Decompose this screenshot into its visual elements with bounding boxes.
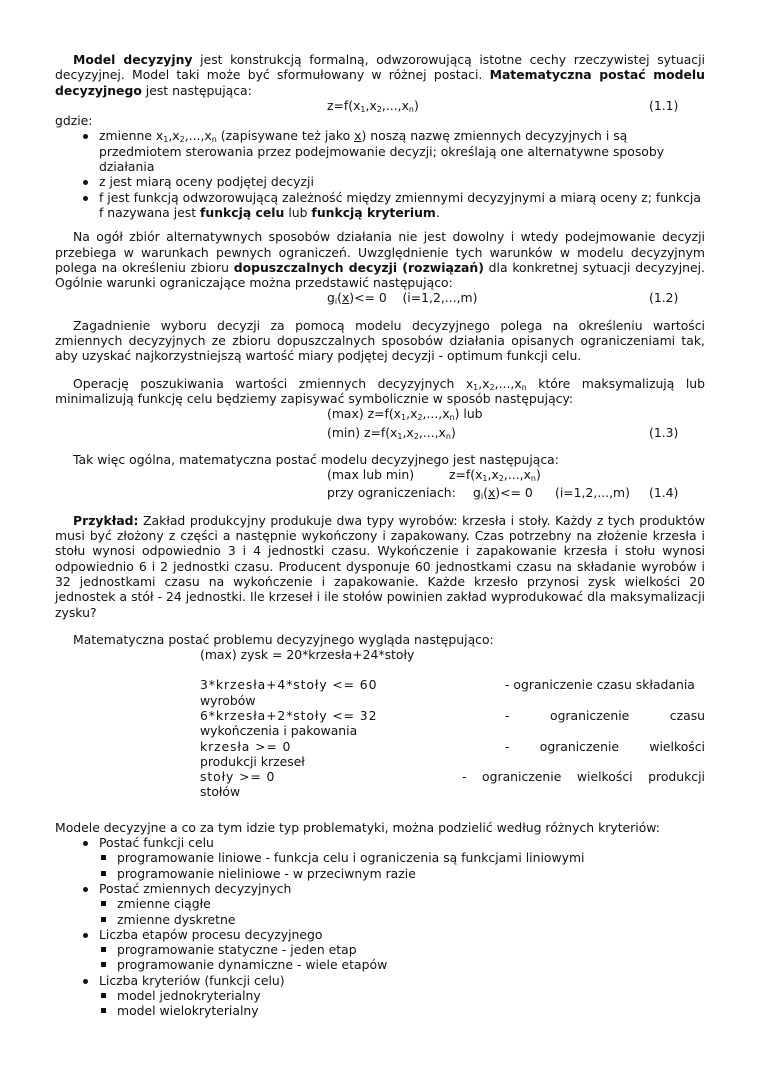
classification-item: Postać funkcji celu bbox=[55, 835, 705, 850]
intro-text-end: jest następująca: bbox=[141, 82, 252, 98]
sublist-item: zmienne ciągłe bbox=[99, 896, 705, 911]
definitions-list bbox=[55, 128, 705, 220]
sublist bbox=[99, 988, 705, 1019]
constraint-row: stoły >= 0 - ograniczenie wielkości produkcji bbox=[200, 769, 705, 785]
constraint-continuation: wykończenia i pakowania bbox=[200, 723, 358, 739]
general-form-paragraph: Tak więc ogólna, matematyczna postać modelu decyzyjnego jest następująca: bbox=[73, 451, 559, 467]
classification-intro: Modele decyzyjne a co za tym idzie typ problematyki, można podzielić według różnych kryteriów: bbox=[55, 819, 660, 835]
equation-1-4-line1: (max lub min) $z=f(x_1,x_2,...,x_n)$ bbox=[327, 467, 541, 484]
sublist bbox=[99, 896, 705, 927]
sublist-item: zmienne dyskretne bbox=[99, 912, 705, 927]
equation-1-3-line1: (max) $z=f(x_1,x_2,...,x_n)$ lub bbox=[327, 406, 483, 423]
equation-formula: $g_i(x)<= 0$ (i=1,2,...,m) bbox=[327, 290, 478, 307]
term-model-decyzyjny: Model decyzyjny bbox=[73, 52, 193, 67]
example-label: Przykład: bbox=[73, 512, 139, 528]
equation-1-4-line2: przy ograniczeniach: $g_i(x)<= 0$ (i=1,2,...,m) (1.4) bbox=[327, 485, 679, 502]
equation-formula: $z=f(x_1,x_2,...,x_n)$ bbox=[327, 97, 419, 114]
classification-item: Liczba etapów procesu decyzyjnego bbox=[55, 927, 705, 942]
list-item: zmienne $x_1,x_2,...,x_n$ (zapisywane też jako x) noszą nazwę zmiennych decyzyjnych i są przedmiotem sterowania przez podejmowanie decyzji; określają one alternatywne sposoby działania bbox=[55, 128, 705, 174]
equation-number: (1.3) bbox=[649, 424, 679, 440]
equation-number: (1.4) bbox=[649, 485, 679, 501]
equation-1-3-line2: (min) $z=f(x_1,x_2,...,x_n)$ (1.3) bbox=[327, 424, 679, 441]
classification-list bbox=[55, 835, 705, 1019]
sublist-item: programowanie liniowe - funkcja celu i ograniczenia są funkcjami liniowymi bbox=[99, 850, 705, 865]
constraint-continuation: stołów bbox=[200, 784, 241, 800]
intro-paragraph bbox=[55, 52, 705, 98]
optimization-paragraph: Operację poszukiwania wartości zmiennych decyzyjnych $x_1,x_2,...,x_n$ które maksymalizują lub minimalizują funkcję celu będziemy zapisywać symbolicznie w sposób następujący: bbox=[55, 375, 705, 406]
equation-number: (1.2) bbox=[649, 290, 679, 306]
equation-1-2 bbox=[55, 290, 705, 305]
model-intro: Matematyczna postać problemu decyzyjnego wygląda następująco: bbox=[73, 631, 494, 647]
sublist-item: programowanie nieliniowe - w przeciwnym razie bbox=[99, 866, 705, 881]
sublist-item: programowanie dynamiczne - wiele etapów bbox=[99, 957, 705, 972]
constraint-row: 6*krzesła+2*stoły <= 32 - ograniczenie czasu bbox=[200, 707, 705, 723]
equation-number: (1.1) bbox=[649, 97, 679, 113]
sublist bbox=[99, 942, 705, 973]
constraint-row: krzesła >= 0 - ograniczenie wielkości bbox=[200, 738, 705, 754]
gdzie-label: gdzie: bbox=[55, 113, 93, 129]
example-paragraph: Przykład: Zakład produkcyjny produkuje dwa typy wyrobów: krzesła i stoły. Każdy z tych produktów musi być złożony z części a następnie wykończony i zapakowany. Czas potrzebny na złożenie krzesła i stołu wynosi odpowiednio 3 i 4 jednostki czasu. Wykończenie i zapakowanie krzesła i stołu wynosi odpowiednio 6 i 2 jednostki czasu. Producent dysponuje 60 jednostkami czasu na składanie wyrobów i 32 jednostkami czasu na wykończenie i zapakowanie. Każde krzesło przynosi zysk wielkości 20 jednostek a stół - 24 jednostki. Ile krzeseł i ile stołów powinien zakład wyprodukować dla maksymalizacji zysku? bbox=[55, 512, 705, 620]
equation-1-1 bbox=[55, 98, 705, 113]
classification-item: Postać zmiennych decyzyjnych bbox=[55, 881, 705, 896]
sublist bbox=[99, 850, 705, 881]
intro-text: jest konstrukcją formalną, odwzorowującą istotne cechy rzeczywistej sytuacji decyzyjnej. Model taki może być sformułowany w różnej postaci. bbox=[55, 52, 705, 83]
sublist-item: model jednokryterialny bbox=[99, 988, 705, 1003]
constraint-row: 3*krzesła+4*stoły <= 60 - ograniczenie czasu składania bbox=[200, 677, 695, 693]
objective-function: (max) zysk = 20*krzesła+24*stoły bbox=[200, 647, 415, 663]
list-item: f jest funkcją odwzorowującą zależność między zmiennymi decyzyjnymi a miarą oceny z; funkcja f nazywana jest funkcją celu lub funkcją kryterium. bbox=[55, 190, 705, 221]
list-item: z jest miarą oceny podjętej decyzji bbox=[55, 174, 705, 189]
decision-paragraph: Zagadnienie wyboru decyzji za pomocą modelu decyzyjnego polega na określeniu wartości zmiennych decyzyjnych ze zbioru dopuszczalnych sposobów działania opisanych ograniczeniami tak, aby uzyskać najkorzystniejszą wartość miary podjętej decyzji - optimum funkcji celu. bbox=[55, 317, 705, 364]
term-math-form: Matematyczna postać modelu decyzyjnego bbox=[55, 67, 705, 98]
constraint-continuation: produkcji krzeseł bbox=[200, 753, 305, 769]
constraint-continuation: wyrobów bbox=[200, 692, 256, 708]
sublist-item: programowanie statyczne - jeden etap bbox=[99, 942, 705, 957]
constraints-paragraph: Na ogół zbiór alternatywnych sposobów działania nie jest dowolny i wtedy podejmowanie decyzji przebiega w warunkach pewnych ograniczeń. Uwzględnienie tych warunków w modelu decyzyjnym polega na określeniu zbioru dopuszczalnych decyzji (rozwiązań) dla konkretnej sytuacji decyzyjnej. Ogólnie warunki ograniczające można przedstawić następująco: bbox=[55, 229, 705, 291]
constraints-block bbox=[200, 677, 705, 799]
document-page bbox=[55, 52, 705, 1019]
classification-item: Liczba kryteriów (funkcji celu) bbox=[55, 973, 705, 988]
sublist-item: model wielokryterialny bbox=[99, 1003, 705, 1018]
